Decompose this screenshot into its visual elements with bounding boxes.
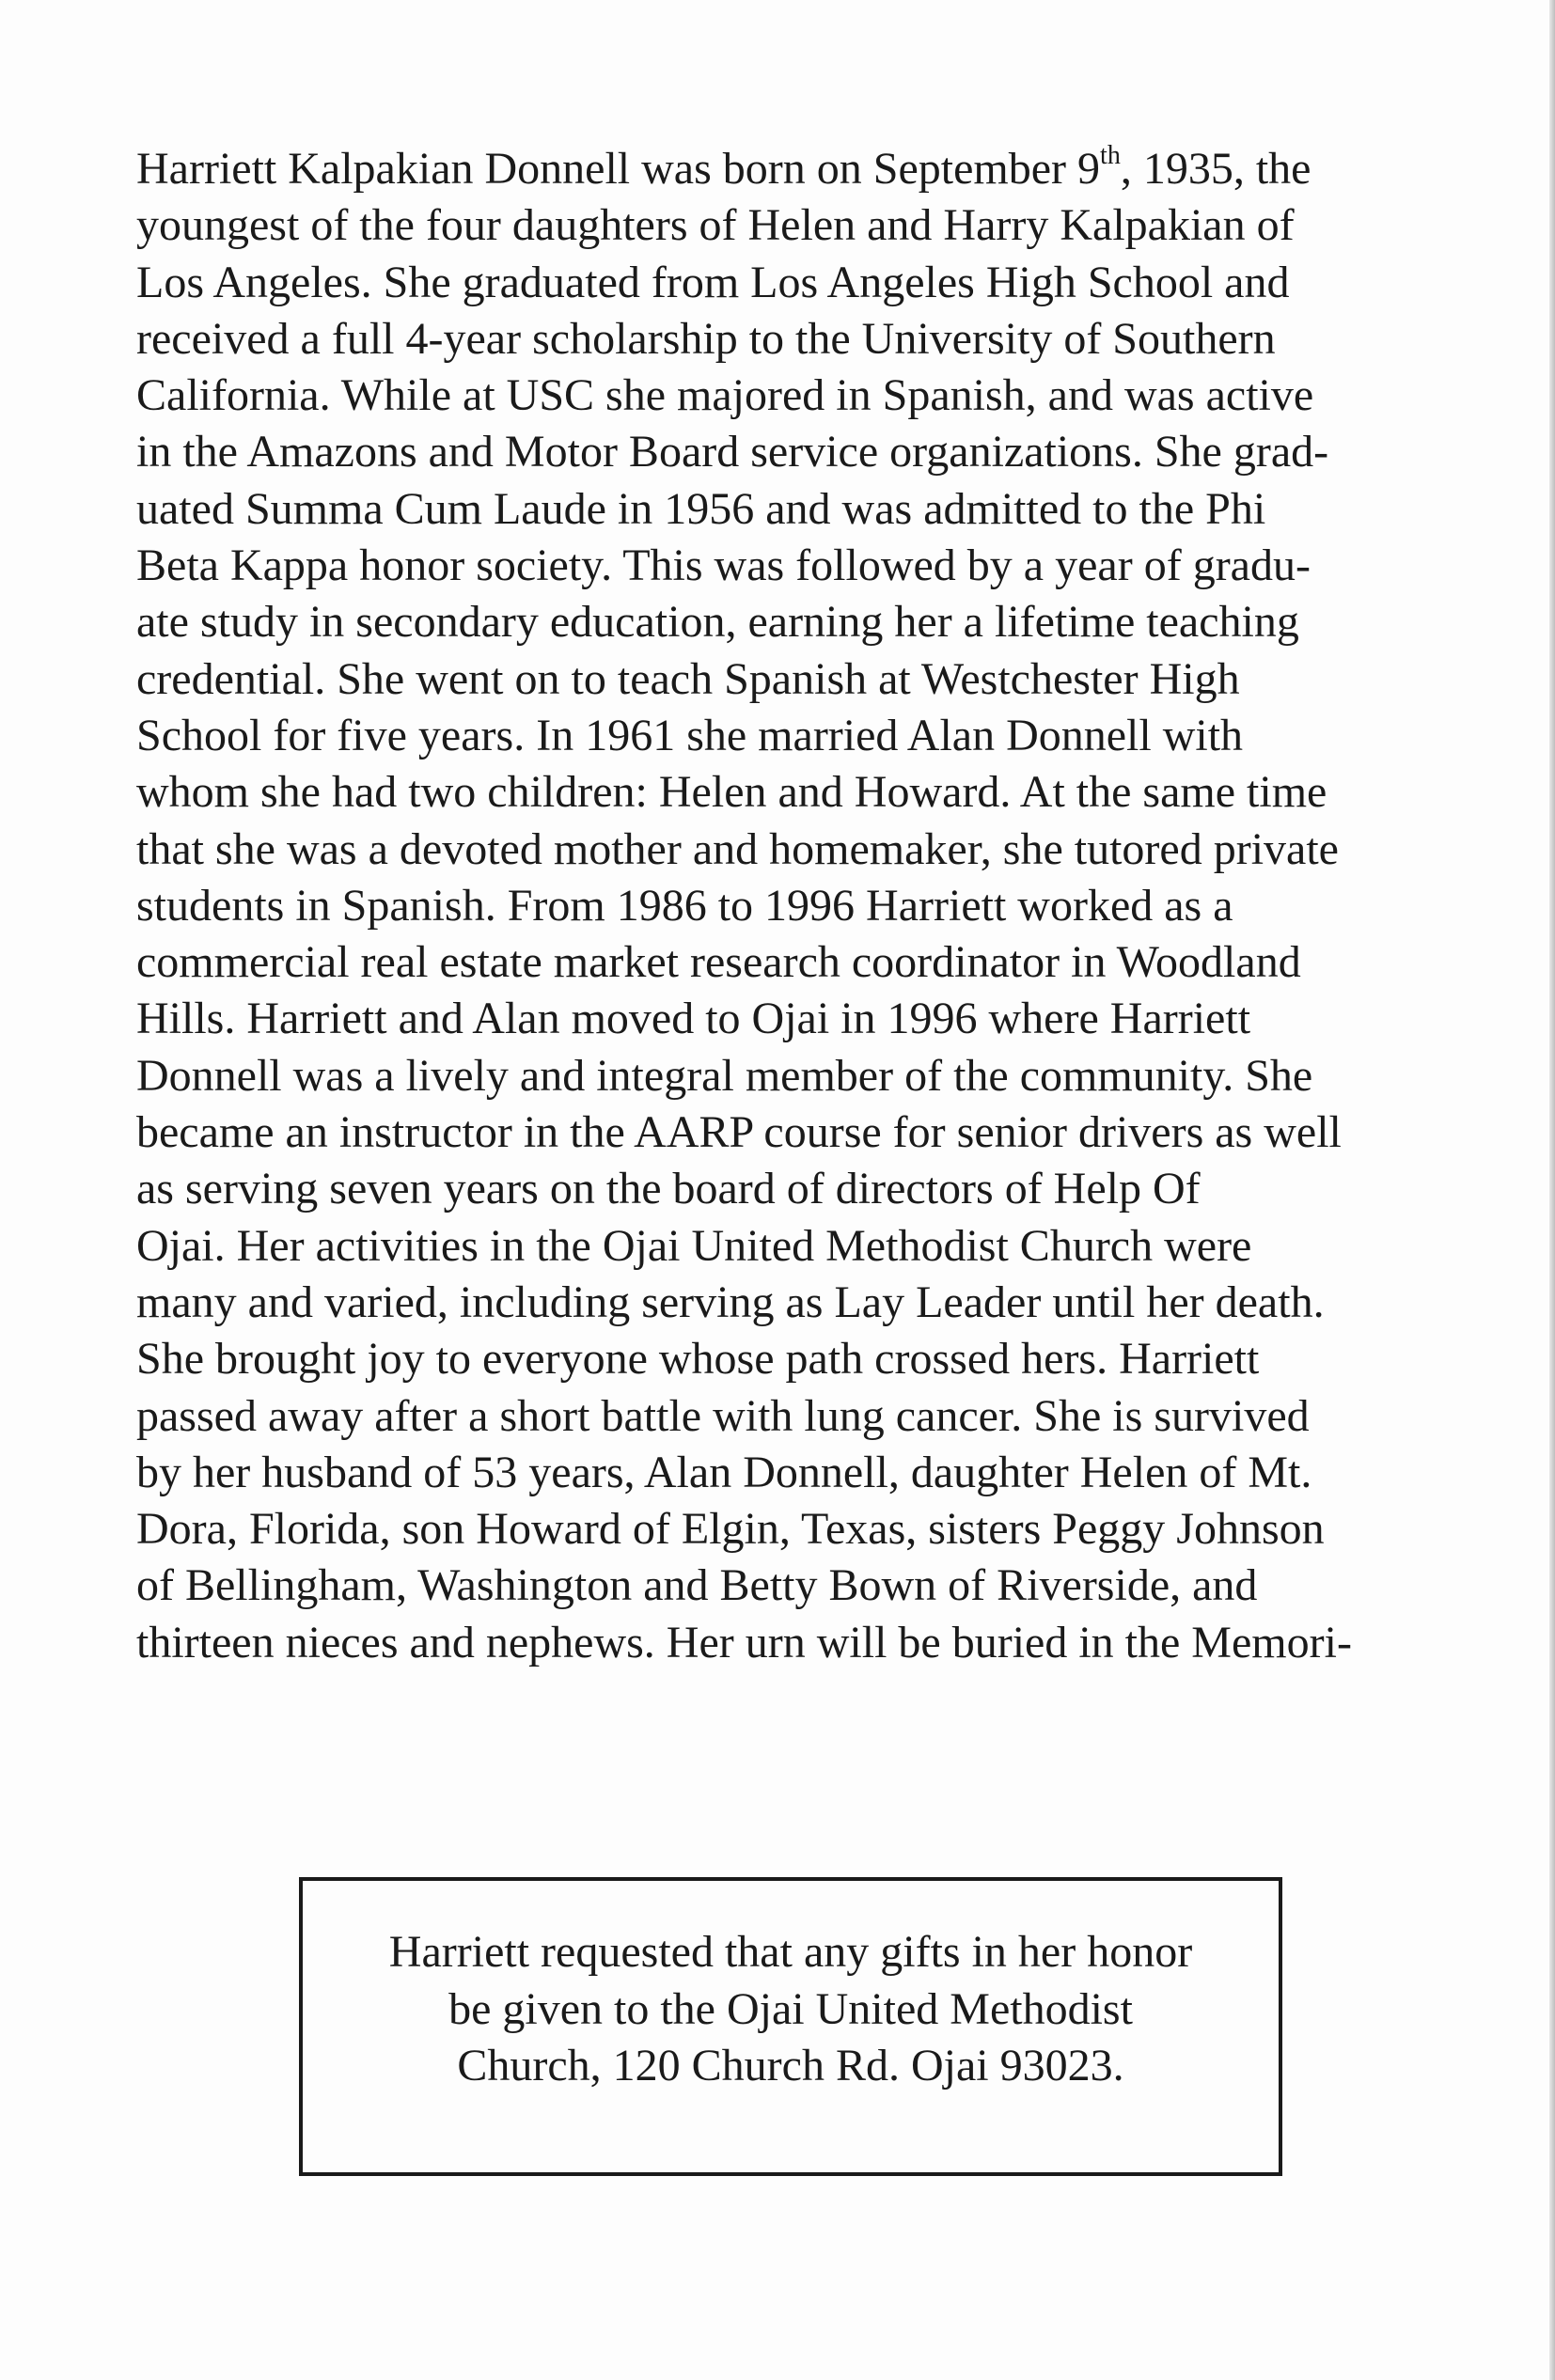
obituary-line: uated Summa Cum Laude in 1956 and was admitted to the Phi bbox=[136, 483, 1266, 534]
obituary-line: School for five years. In 1961 she married Alan Donnell with bbox=[136, 710, 1244, 760]
obituary-line: whom she had two children: Helen and Howard. At the same time bbox=[136, 767, 1327, 818]
gift-notice-line: Harriett requested that any gifts in her honor bbox=[388, 1927, 1193, 1977]
obituary-line: Los Angeles. She graduated from Los Angeles High School and bbox=[136, 257, 1290, 307]
obituary-text bbox=[136, 141, 1547, 1671]
obituary-line: Donnell was a lively and integral member of the community. She bbox=[136, 1050, 1313, 1101]
obituary-line: by her husband of 53 years, Alan Donnell, daughter Helen of Mt. bbox=[136, 1447, 1312, 1497]
obituary-line: Dora, Florida, son Howard of Elgin, Texas, sisters Peggy Johnson bbox=[136, 1504, 1325, 1555]
obituary-line: many and varied, including serving as Lay Leader until her death. bbox=[136, 1276, 1325, 1327]
obituary-line: She brought joy to everyone whose path crossed hers. Harriett bbox=[136, 1334, 1260, 1385]
obituary-line: in the Amazons and Motor Board service organizations. She grad- bbox=[136, 427, 1329, 478]
obituary-line: youngest of the four daughters of Helen and Harry Kalpakian of bbox=[136, 200, 1295, 251]
ordinal-suffix: th bbox=[1100, 141, 1121, 170]
page-edge-shadow bbox=[1549, 0, 1555, 2380]
obituary-line: that she was a devoted mother and homemaker, she tutored private bbox=[136, 823, 1339, 874]
obituary-line: passed away after a short battle with lung cancer. She is survived bbox=[136, 1390, 1310, 1441]
obituary-line: as serving seven years on the board of directors of Help Of bbox=[136, 1164, 1201, 1214]
obituary-line: credential. She went on to teach Spanish at Westchester High bbox=[136, 653, 1240, 704]
obituary-line: received a full 4-year scholarship to the University of Southern bbox=[136, 313, 1276, 364]
obituary-line: ate study in secondary education, earning her a lifetime teaching bbox=[136, 597, 1299, 648]
obituary-line: Beta Kappa honor society. This was followed by a year of gradu- bbox=[136, 540, 1311, 591]
obituary-line: Hills. Harriett and Alan moved to Ojai in 1996 where Harriett bbox=[136, 994, 1251, 1044]
obituary-line: Ojai. Her activities in the Ojai United Methodist Church were bbox=[136, 1220, 1252, 1271]
obituary-line: of Bellingham, Washington and Betty Bown of Riverside, and bbox=[136, 1560, 1258, 1611]
obituary-line: California. While at USC she majored in Spanish, and was active bbox=[136, 370, 1314, 421]
gift-notice-line: Church, 120 Church Rd. Ojai 93023. bbox=[457, 2041, 1124, 2090]
obituary-line: students in Spanish. From 1986 to 1996 Harriett worked as a bbox=[136, 880, 1233, 931]
obituary-line: became an instructor in the AARP course for senior drivers as well bbox=[136, 1107, 1342, 1158]
memorial-gift-notice-text bbox=[303, 1924, 1279, 2095]
obituary-line: commercial real estate market research coordinator in Woodland bbox=[136, 937, 1301, 988]
obituary-line-1: Harriett Kalpakian Donnell was born on September 9th, 1935, the bbox=[136, 141, 1312, 194]
gift-notice-line: be given to the Ojai United Methodist bbox=[448, 1983, 1133, 2034]
obituary-line: thirteen nieces and nephews. Her urn will be buried in the Memori- bbox=[136, 1617, 1352, 1668]
memorial-gift-notice-box bbox=[299, 1877, 1282, 2176]
